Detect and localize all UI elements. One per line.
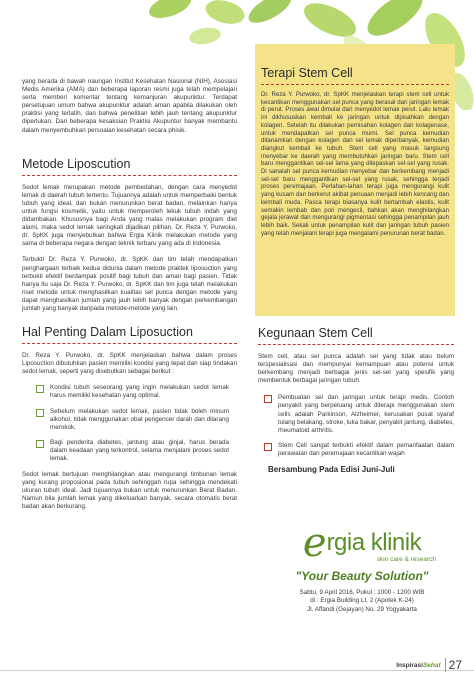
list-item <box>36 384 229 400</box>
bullet-text: Kondisi tubuh seseorang yang ingin melakukan sedot lemak harus memiliki kesehatan yang optimal. <box>50 384 229 400</box>
important-bullets <box>36 384 229 463</box>
important-intro: Dr. Reza Y. Purwoko, dr. SpKK menjelaskan bahwa dalam proses Liposuction dibutuhkan pasien memiliki kondisi yang tepat dan siap tindakan sedot lemak, seperti yang disebutkan sebagai berikut : <box>22 352 237 376</box>
logo-tagline: skin care & research <box>376 556 436 563</box>
logo-e-icon: e <box>302 520 327 566</box>
stem-cell-section <box>255 66 455 237</box>
liposuction-divider <box>22 175 237 176</box>
checkbox-bullet-icon <box>264 443 272 451</box>
stem-cell-paragraph: Dr. Reza Y. Purwoko, dr. SpKK menjelaskan terapi stem cell untuk kecantikan menggunakan sel punca yang berasal dari jaringan lemak di perut. Proses awal dimulai dari menyedot lemak perut. Lalu lemak ini dikhususkan kembali ke jaringan untuk dipisahkan dengan kolagen. Setelah itu dilakukan pemisahan kolagen dan kolagenase, untuk mendapatkan sel punca murni. Sel punca kemudian ditanamkan dengan kolagen dan sel lemak diperbanyak, kemudian diangkut kembali ke tubuh. Stem cell yang masuk langsung menyebar ke daerah yang membutuhkan jaringan baru. Stem cell baru menggantikan sel-sel lama yang dilepaskan sel-sel yang rusak. Di sanalah sel punca kemudian menyebar dan berkembang menjadi sel-sel baru menggantikan sel-sel yang rusak, sehingga terjadi proses peremajaan. Perlahan-lahan terapi juga mengurangi kulit yang kusam dan berkerut akibat penuaan menjadi lebih kencang dan kembali muda. Pasca terapi biasanya kulit bertambah elastis, kulit semakin lembab dan pori mengecil, bahkan akan menghilangkan gejala jerawat dan mengurangi pigmentasi sehingga penampilan jauh lebih baik. Sekali untuk penampilan kulit dan jaringan tubuh pasien yang telah menjalani terapi juga mengalami penurunan berat badan. <box>261 91 449 237</box>
closing-paragraph: Sedot lemak bertujuan menghilangkan atau mengurangi timbunan lemak yang kurang proposional pada tubuh sehinggah rupa sehingga mendekati ukuran tubuh ideal. Jadi tujuannya bukan untuk menurunkan Berat Badan. Namun bila jumlah lemak yang dikeluarkan banyak, secara otomatis berat badan akan berkurang. <box>22 471 237 511</box>
right-column <box>258 326 454 474</box>
bullet-text: Stem Cell sangat terbukti efektif dalam pemanfaatan dalam perawatan dan peremajaan kecantikan wajah <box>278 441 454 457</box>
liposuction-paragraph-2: Terbukti Dr. Reza Y. Purwoko, dr. SpKK dan tim telah mendapatkan penghargaan terbaik kedua didunia dalam metode praktek liposuction yang terbukti efektif berdampak positif bagi tubuh dan aman bagi pasien. Tidak hanya itu saja Dr. Reza Y. Purwoko, dr. SpKK dan tim juga telah melakukan riset metode untuk menghasilkan kualitas sel punca dengan metode yang dapat menghasilkan jumlah yang jauh lebih banyak dengan perkembangan jumlah yang banyak daripada metode-metode yang lain. <box>22 256 237 312</box>
continued-note: Bersambung Pada Edisi Juni-Juli <box>268 465 395 475</box>
stem-cell-heading: Terapi Stem Cell <box>261 66 353 80</box>
footer <box>396 658 462 672</box>
list-item <box>264 442 454 458</box>
important-divider <box>22 343 237 344</box>
usage-heading: Kegunaan Stem Cell <box>258 326 373 340</box>
brand-part-b: Sehat <box>422 661 441 669</box>
usage-paragraph: Stem cell, atau sel punca adalah sel yang tidak atau belum terspesialisasi dan mempunyai kemampuan atau potensi untuk berkembang menjadi berbagai jenis sel-sel yang spesifik yang membentuk berbagai jaringan tubuh. <box>258 353 454 385</box>
checkbox-bullet-icon <box>36 440 44 448</box>
important-heading: Hal Penting Dalam Liposuction <box>22 325 193 340</box>
event-details <box>272 589 452 614</box>
usage-divider <box>258 344 454 345</box>
brand-part-a: Inspirasi <box>396 661 423 669</box>
bullet-text: Pembuatan sel dan jaringan untuk terapi medis. Contoh penyakit yang berpeluang untuk diterapi menggunakan stem cells adalah Parkinson, Alzheimer, kerusakan pusat syaraf tulang belakang, stroke, luka bakar, penyakit jantung, diabetes, rheumatoid arthritis. <box>278 394 454 434</box>
liposuction-paragraph-1: Sedot lemak merupakan metode pembedahan, dengan cara menyedot lemak di daerah tubuh tertentu. Tujuannya adalah untuk memperbaiki bentuk tubuh yang ideal, dan bukan menurunkan berat badan, melainkan hanya untuk fungsi kosmetik, yaitu untuk memperoleh lekuk tubuh indah yang didambakan. Khususnya bagi Anda yang malas melakukan program diet alami, maka sedot lemak seringkali dijadikan pilihan. Dr. Reza Y. Purwoko, dr. SpKK juga menyebutkan bahwa Ergia Klinik melakukan metode yang sama di beberapa negara dengan teknik terbaru yang ada di Indonesia. <box>22 183 237 248</box>
event-line: Sabtu, 9 April 2016, Pukul : 1000 - 1200 WIB <box>299 589 425 596</box>
event-line: di : Ergia Building Lt. 2 (Apotek K-24) <box>310 597 414 605</box>
checkbox-bullet-icon <box>36 385 44 393</box>
left-column <box>22 78 237 512</box>
bullet-text: Sebelum melakukan sedot lemak, pasien tidak boleh minum alkohol, tidak menggunakan obat pengencer darah dan dilarang merokok. <box>50 407 229 431</box>
liposuction-heading: Metode Liposcution <box>22 156 131 171</box>
checkbox-bullet-icon <box>264 395 272 403</box>
logo-name: rgia klinik <box>326 529 422 556</box>
slogan: "Your Beauty Solution" <box>295 569 429 583</box>
bullet-text: Bagi penderita diabetes, jantung atau ginjal, harus berada dalam keadaan yang terkontrol, selama menjalani proses sedot lemak. <box>50 438 229 462</box>
page-number: 27 <box>445 658 462 672</box>
list-item <box>36 408 229 432</box>
checkbox-bullet-icon <box>36 409 44 417</box>
stem-cell-divider <box>261 84 449 85</box>
magazine-brand <box>396 662 440 669</box>
intro-paragraph: yang berada di bawah naungan Institut Kesehatan Nasional (NIH), Asosiasi Medis Amerika (AMA) dan beberapa laporan resmi juga telah mempelajari serta memberi komentar tentang kemanjuran akupunktur. Terdapat persetujuan umum bahwa akupunktur adalah aman apabila dilakukan oleh praktisi yang terlatih, dan bahwa penelitian lebih jauh tentang akupunktur diperlukan. Dari beberapa kesaksian Praktisi Akupuntur banyak membantu dalam menyembuhkan persoalan kesehatan secara phisik. <box>22 78 237 134</box>
ergia-ad <box>272 520 452 614</box>
usage-bullets <box>264 394 454 458</box>
event-line: Jl. Affandi (Gejayan) No. 29 Yogyakarta <box>307 605 417 613</box>
list-item <box>36 439 229 463</box>
list-item <box>264 394 454 434</box>
